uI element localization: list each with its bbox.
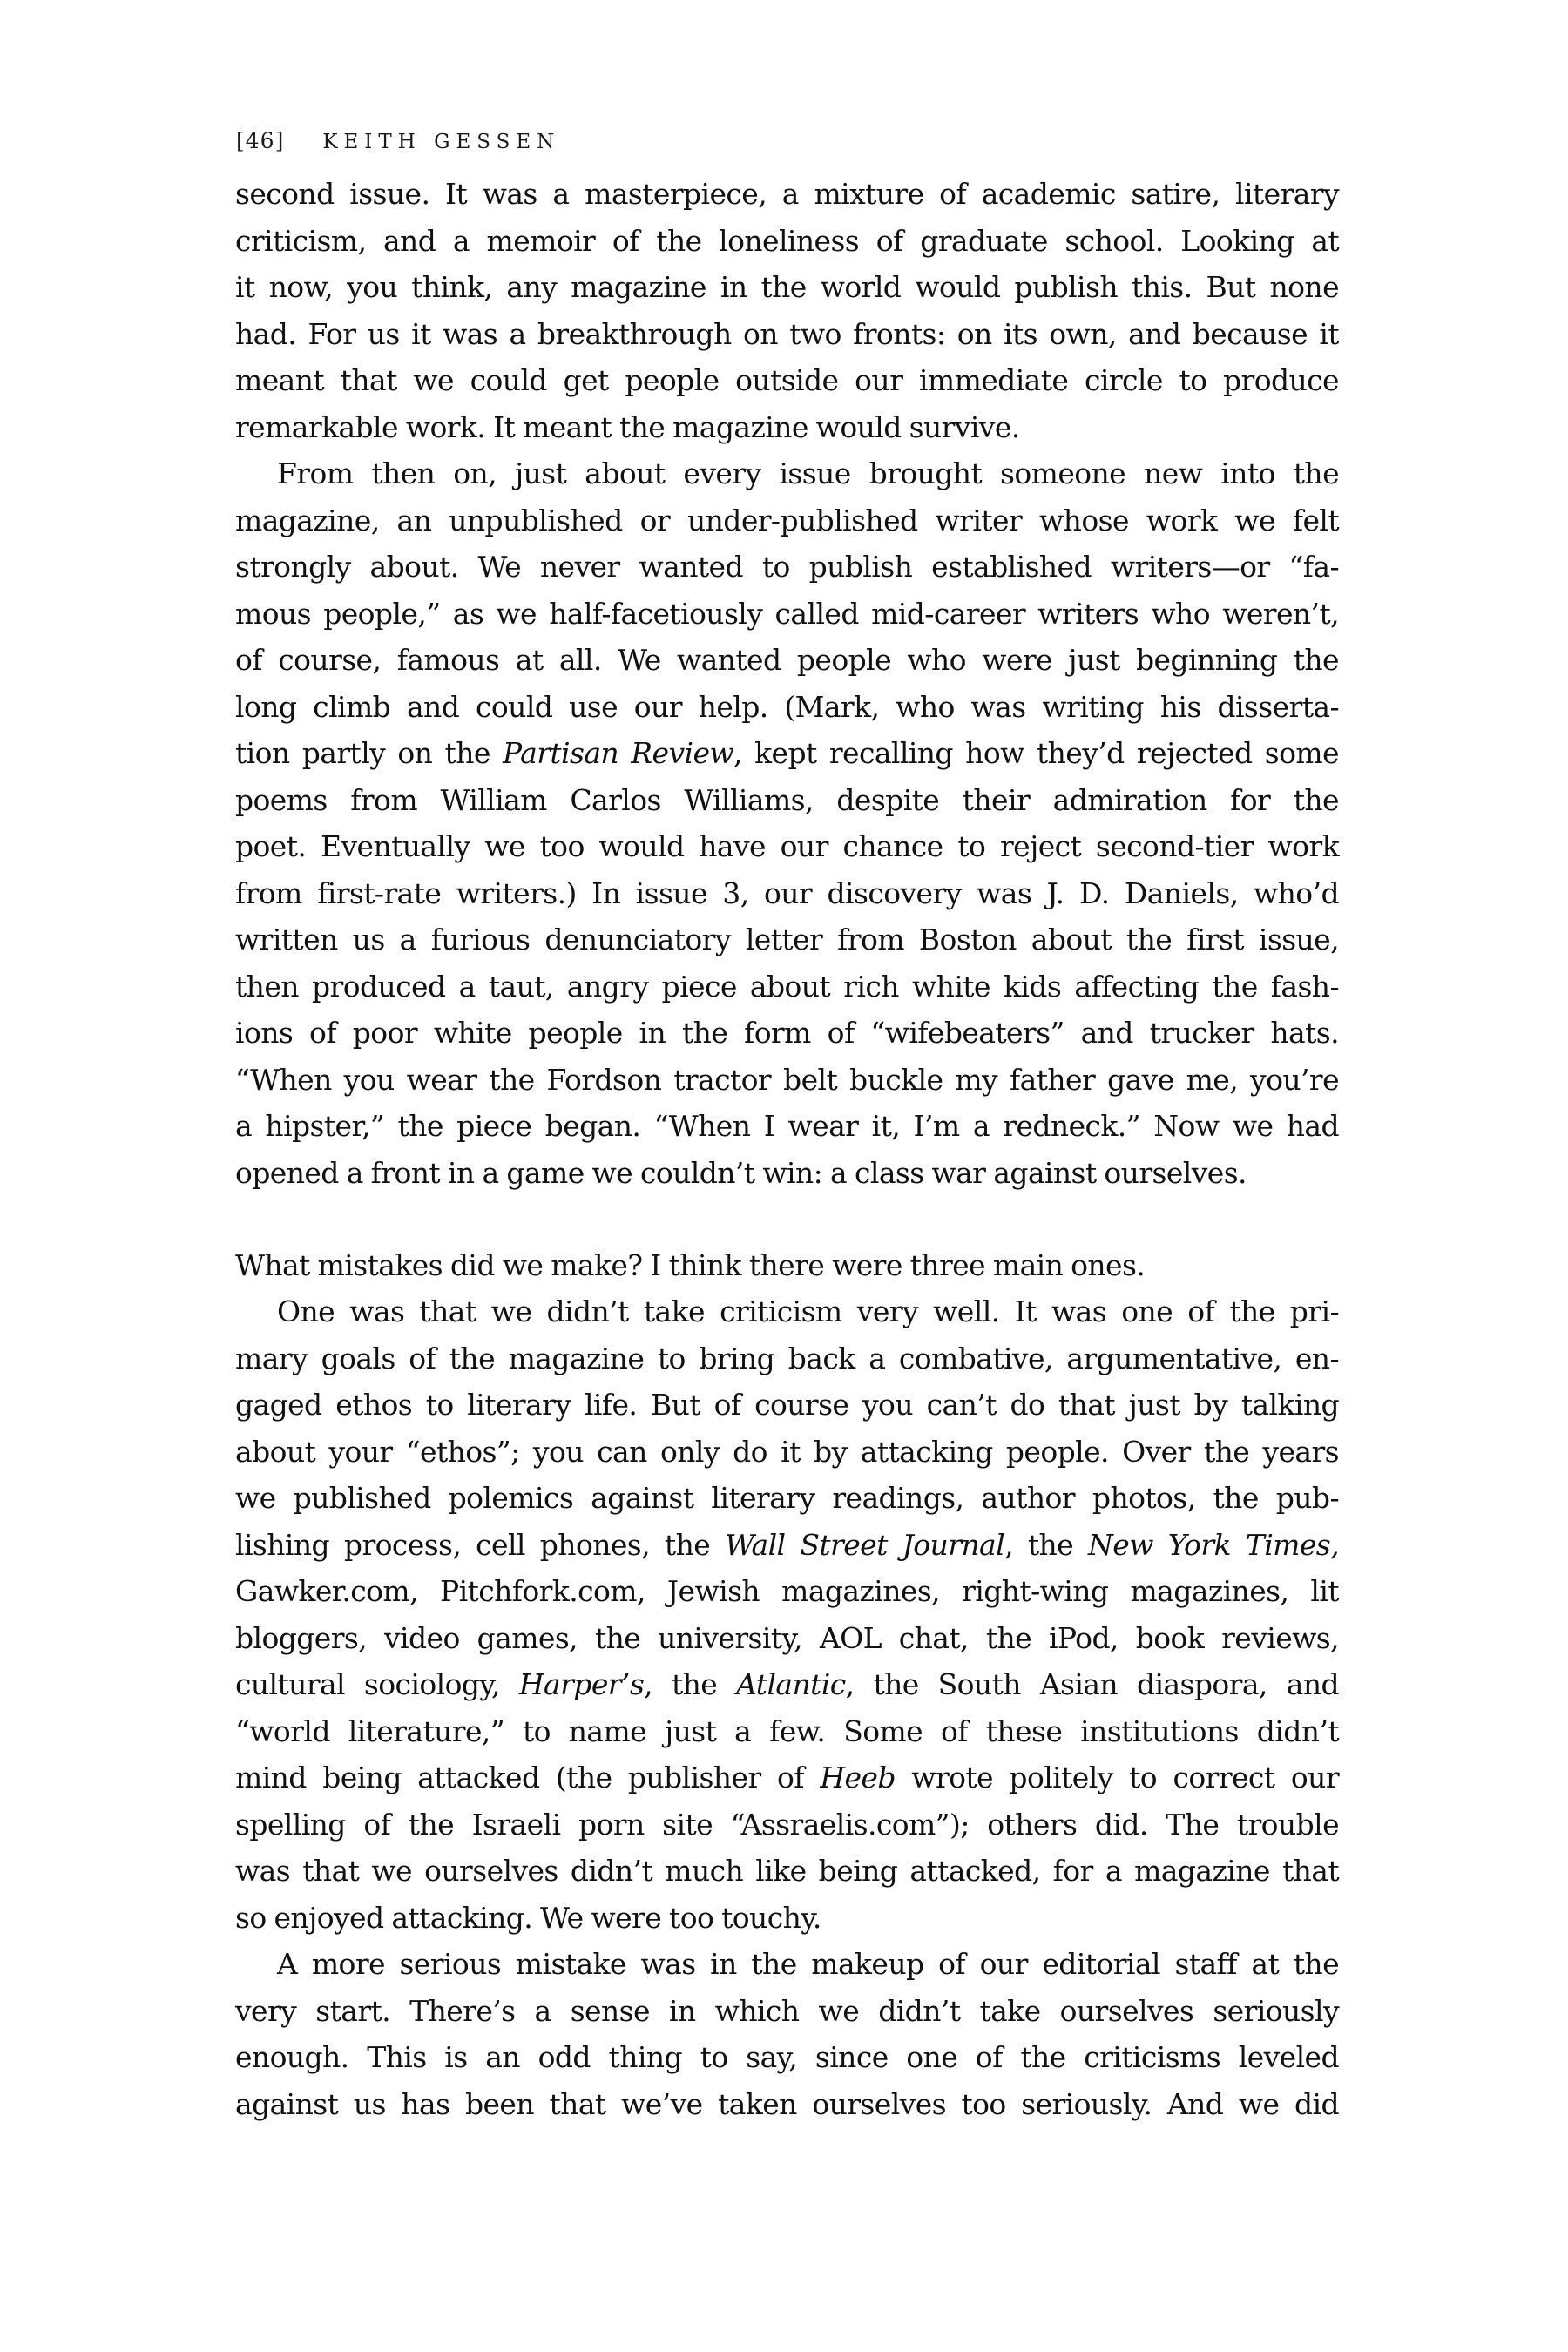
text-line [235, 218, 1339, 265]
page-number: [46] [236, 128, 285, 153]
text-segment: of course, famous at all. We wanted people who were just beginning the [235, 643, 1339, 677]
text-segment: One was that we didn’t take criticism very well. It was one of the pri- [277, 1294, 1339, 1328]
italic-title: Harper’s [518, 1667, 645, 1701]
text-segment: wrote politely to correct our [895, 1761, 1339, 1794]
text-line [235, 1242, 1339, 1289]
text-segment: mind being attacked (the publisher of [235, 1761, 821, 1794]
text-line [235, 1057, 1339, 1104]
running-head [236, 124, 560, 159]
text-line [235, 1335, 1339, 1382]
text-line [235, 1475, 1339, 1522]
text-segment: mary goals of the magazine to bring back a combative, argumentative, en- [235, 1342, 1339, 1375]
text-segment: from first-rate writers.) In issue 3, our discovery was J. D. Daniels, who’d [235, 876, 1339, 910]
text-line [235, 311, 1339, 358]
text-segment: opened a front in a game we couldn’t win: a class war against ourselves. [235, 1156, 1247, 1190]
text-line [235, 1568, 1339, 1615]
text-segment: poems from William Carlos Williams, despite their admiration for the [235, 783, 1339, 817]
italic-title: Wall Street Journal [725, 1528, 1005, 1562]
text-segment: , kept recalling how they’d rejected some [733, 736, 1339, 770]
text-line [277, 1288, 1339, 1335]
text-line [277, 1941, 1339, 1988]
text-segment: , the South Asian diaspora, and [845, 1667, 1339, 1701]
text-line [235, 637, 1339, 684]
text-segment: spelling of the Israeli porn site “Assraelis.com”); others did. The trouble [235, 1808, 1339, 1842]
author-name: KEITH GESSEN [322, 131, 561, 153]
text-segment: long climb and could use our help. (Mark, who was writing his disserta- [235, 690, 1339, 724]
text-line [235, 1661, 1339, 1708]
text-line [235, 1615, 1339, 1662]
text-segment: gaged ethos to literary life. But of course you can’t do that just by talking [235, 1388, 1339, 1422]
text-line [235, 1103, 1339, 1150]
text-segment: poet. Eventually we too would have our chance to reject second-tier work [235, 829, 1339, 863]
text-segment: was that we ourselves didn’t much like being attacked, for a magazine that [235, 1854, 1339, 1888]
italic-title: Partisan Review [503, 736, 734, 770]
text-line [235, 1848, 1339, 1895]
text-segment: about your “ethos”; you can only do it by attacking people. Over the years [235, 1435, 1339, 1469]
text-line [235, 2081, 1339, 2128]
text-segment: very start. There’s a sense in which we didn’t take ourselves seriously [235, 1994, 1339, 2028]
text-line [235, 730, 1339, 777]
text-segment: magazine, an unpublished or under-published writer whose work we felt [235, 504, 1339, 537]
text-line [235, 1895, 1339, 1942]
text-line [235, 357, 1339, 404]
text-segment: , the [644, 1667, 737, 1701]
text-line [277, 450, 1339, 497]
text-segment: against us has been that we’ve taken ourselves too seriously. And we did [235, 2087, 1339, 2121]
text-line [235, 963, 1339, 1010]
italic-title: Atlantic [736, 1667, 846, 1701]
text-segment: meant that we could get people outside our immediate circle to produce [235, 363, 1339, 397]
text-segment: a hipster,” the piece began. “When I wear it, I’m a redneck.” Now we had [235, 1109, 1339, 1143]
italic-title: New York Times, [1087, 1528, 1339, 1562]
text-line [235, 264, 1339, 311]
text-line [235, 1382, 1339, 1429]
text-segment: second issue. It was a masterpiece, a mixture of academic satire, literary [235, 177, 1339, 211]
text-line [235, 916, 1339, 963]
text-line [235, 1708, 1339, 1755]
text-segment: criticism, and a memoir of the loneliness of graduate school. Looking at [235, 224, 1339, 258]
text-line [235, 544, 1339, 591]
text-segment: then produced a taut, angry piece about rich white kids affecting the fash- [235, 970, 1339, 1004]
text-segment: cultural sociology, [235, 1667, 519, 1701]
text-segment: , the [1004, 1528, 1088, 1562]
text-segment: it now, you think, any magazine in the world would publish this. But none [235, 270, 1339, 304]
text-segment: remarkable work. It meant the magazine would survive. [235, 410, 1020, 444]
text-segment: tion partly on the [235, 736, 503, 770]
text-segment: “world literature,” to name just a few. Some of these institutions didn’t [235, 1714, 1339, 1748]
text-line [235, 1801, 1339, 1848]
text-segment: written us a furious denunciatory letter from Boston about the first issue, [235, 923, 1339, 956]
text-segment: Gawker.com, Pitchfork.com, Jewish magazines, right-wing magazines, lit [235, 1574, 1339, 1608]
text-line [235, 171, 1339, 218]
italic-title: Heeb [820, 1761, 896, 1794]
text-segment: enough. This is an odd thing to say, since one of the criticisms leveled [235, 2040, 1339, 2074]
text-line [235, 1010, 1339, 1057]
text-line [235, 684, 1339, 731]
text-segment: ions of poor white people in the form of “wifebeaters” and trucker hats. [235, 1016, 1339, 1050]
text-segment: mous people,” as we half-facetiously called mid-career writers who weren’t, [235, 597, 1339, 631]
text-line [235, 1988, 1339, 2035]
text-segment: so enjoyed attacking. We were too touchy. [235, 1901, 821, 1935]
text-segment: had. For us it was a breakthrough on two fronts: on its own, and because it [235, 317, 1339, 351]
text-segment: What mistakes did we make? I think there were three main ones. [235, 1248, 1146, 1282]
text-segment: From then on, just about every issue brought someone new into the [277, 456, 1339, 490]
text-segment: “When you wear the Fordson tractor belt buckle my father gave me, you’re [235, 1063, 1339, 1097]
text-segment: strongly about. We never wanted to publish established writers—or “fa- [235, 550, 1339, 584]
text-line [235, 591, 1339, 638]
text-line [235, 2034, 1339, 2081]
text-segment: A more serious mistake was in the makeup of our editorial staff at the [277, 1947, 1339, 1981]
text-line [235, 497, 1339, 544]
text-line [235, 404, 1339, 451]
text-line [235, 1522, 1339, 1569]
text-line [235, 823, 1339, 870]
text-segment: lishing process, cell phones, the [235, 1528, 726, 1562]
text-line [235, 1429, 1339, 1476]
text-segment: bloggers, video games, the university, AOL chat, the iPod, book reviews, [235, 1621, 1339, 1655]
text-line [235, 870, 1339, 917]
text-line [235, 777, 1339, 824]
text-line [235, 1150, 1339, 1197]
text-segment: we published polemics against literary readings, author photos, the pub- [235, 1481, 1339, 1515]
text-line [235, 1754, 1339, 1801]
